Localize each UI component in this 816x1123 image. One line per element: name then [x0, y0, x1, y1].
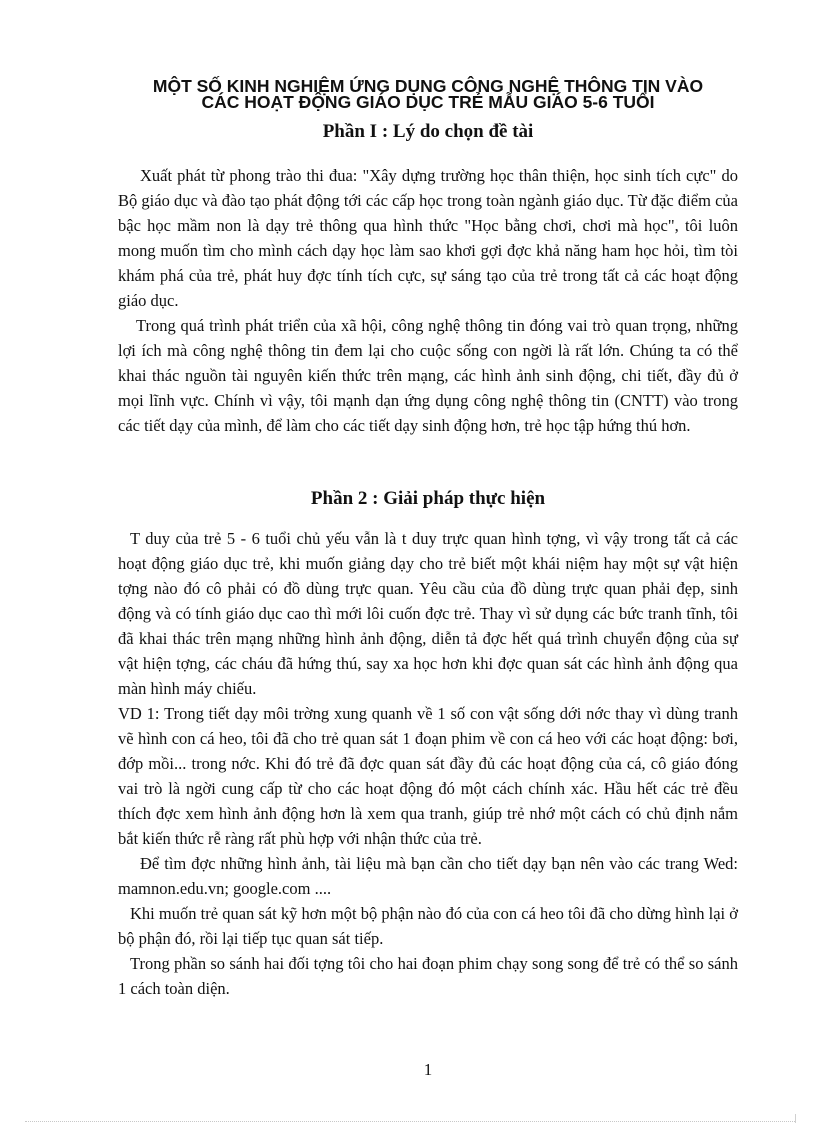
part1-body	[118, 163, 738, 438]
part2-paragraph-5: Trong phần so sánh hai đối tợng tôi cho hai đoạn phim chạy song song để trẻ có thể so sánh 1 cách toàn diện.	[118, 954, 738, 998]
page-number: 1	[423, 1060, 433, 1079]
part1-paragraph-1: Xuất phát từ phong trào thi đua: "Xây dựng trường học thân thiện, học sinh tích cực" do Bộ giáo dục và đào tạo phát động tới các cấp học trong toàn ngành giáo dục. Từ đặc điểm của bậc học mầm non là dạy trẻ thông qua hình thức "Học bằng chơi, chơi mà học", tôi luôn mong muốn tìm cho mình cách dạy học làm sao khơi gợi đợc khả năng ham học hỏi, tìm tòi khám phá của trẻ, phát huy đợc tính tích cực, sự sáng tạo của trẻ trong tất cả các hoạt động giáo dục.	[118, 166, 738, 310]
part2-paragraph-4: Khi muốn trẻ quan sát kỹ hơn một bộ phận nào đó của con cá heo tôi đã cho dừng hình lại ở bộ phận đó, rồi lại tiếp tục quan sát tiếp.	[118, 904, 738, 948]
part2-paragraph-1: T duy của trẻ 5 - 6 tuổi chủ yếu vẫn là t duy trực quan hình tợng, vì vậy trong tất cả các hoạt động giáo dục trẻ, khi muốn giảng dạy cho trẻ biết một khái niệm hay một sự vật hiện tợng nào đó cô phải có đồ dùng trực quan. Yêu cầu của đồ dùng trực quan phải đẹp, sinh động và có tính giáo dục cao thì mới lôi cuốn đợc trẻ. Thay vì sử dụng các bức tranh tĩnh, tôi đã khai thác trên mạng những hình ảnh động, diễn tả đợc hết quá trình chuyển động của sự vật hiện tợng, các cháu đã hứng thú, say xa học hơn khi đợc quan sát các hình ảnh động qua màn hình máy chiếu.	[118, 529, 738, 698]
title-line-1: MỘT SỐ KINH NGHIỆM ỨNG DỤNG CÔNG NGHỆ THÔNG TIN VÀO	[152, 76, 704, 96]
title-line-2: CÁC HOẠT ĐỘNG GIÁO DỤC TRẺ MẪU GIÁO 5-6 TUỔI	[201, 92, 655, 112]
document-title	[100, 78, 756, 110]
part2-heading: Phần 2 : Giải pháp thực hiện	[310, 488, 546, 509]
part2-body	[118, 526, 738, 1001]
page-border-line	[25, 1121, 795, 1122]
part2-paragraph-3: Để tìm đợc những hình ảnh, tài liệu mà bạn cần cho tiết dạy bạn nên vào các trang Wed: mamnon.edu.vn; google.com ....	[118, 854, 738, 898]
part1-paragraph-2: Trong quá trình phát triển của xã hội, công nghệ thông tin đóng vai trò quan trọng, những lợi ích mà công nghệ thông tin đem lại cho cuộc sống con ngời là rất lớn. Chúng ta có thể khai thác nguồn tài nguyên kiến thức trên mạng, các hình ảnh sinh động, chi tiết, đầy đủ ở mọi lĩnh vực. Chính vì vậy, tôi mạnh dạn ứng dụng công nghệ thông tin (CNTT) vào trong các tiết dạy của mình, để làm cho các tiết dạy sinh động hơn, trẻ học tập hứng thú hơn.	[118, 316, 738, 435]
part2-paragraph-2: VD 1: Trong tiết dạy môi trờng xung quanh về 1 số con vật sống dới nớc thay vì dùng tranh vẽ hình con cá heo, tôi đã cho trẻ quan sát 1 đoạn phim về con cá heo với các hoạt động: bơi, đớp mồi... trong nớc. Khi đó trẻ đã đợc quan sát đầy đủ các hoạt động của cá, cô giáo đóng vai trò là ngời cung cấp từ cho các hoạt động đó một cách chính xác. Hầu hết các trẻ đều thích đợc xem hình ảnh động hơn là xem qua tranh, giúp trẻ nhớ một cách có chủ định nắm bắt kiến thức rễ ràng rất phù hợp với nhận thức của trẻ.	[118, 704, 738, 848]
part1-heading: Phần I : Lý do chọn đề tài	[322, 121, 534, 142]
page-corner-mark	[795, 1114, 796, 1123]
